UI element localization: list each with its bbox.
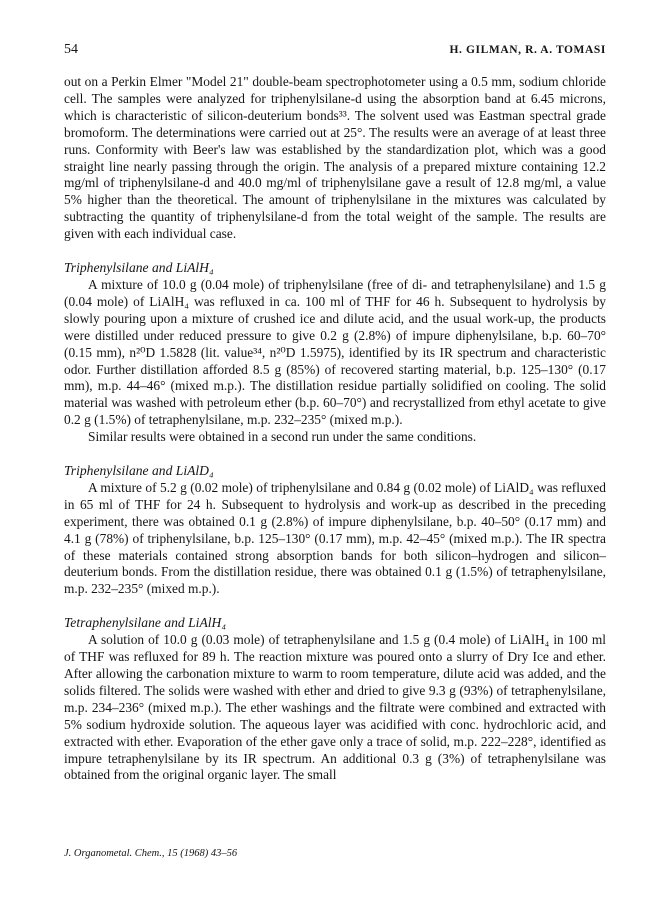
section-1-paragraph-2: Similar results were obtained in a second run under the same conditions. (88, 429, 477, 445)
page-header (64, 42, 606, 62)
journal-citation-footer: J. Organometal. Chem., 15 (1968) 43–56 (64, 848, 238, 859)
section-heading-triphenylsilane-lialh4: Triphenylsilane and LiAlH₄ (64, 260, 214, 276)
page-number: 54 (64, 42, 78, 57)
section-3-paragraph-1: A solution of 10.0 g (0.03 mole) of tetraphenylsilane and 1.5 g (0.4 mole) of LiAlH₄ in 100 ml of THF was refluxed for 89 h. The reaction mixture was poured onto a slurry of Dry Ice and ether. After allowing the carbonation mixture to warm to room temperature, dilute acid was added, and the solids filtered. The solids were washed with ether and dried to give 9.3 g (93%) of tetraphenylsilane, m.p. 234–236° (mixed m.p.). The ether washings and the filtrate were combined and extracted with 5% sodium hydroxide solution. The aqueous layer was acidified with conc. hydrochloric acid, and extracted with ether. Evaporation of the ether gave only a trace of solid, m.p. 222–228°, identified as impure tetraphenylsilane by its IR spectrum. An additional 0.3 g (3%) of tetraphenylsilane was obtained from the original organic layer. The small (64, 632, 606, 783)
section-heading-triphenylsilane-liald4: Triphenylsilane and LiAlD₄ (64, 463, 214, 479)
section-heading-tetraphenylsilane-lialh4: Tetraphenylsilane and LiAlH₄ (64, 615, 227, 631)
article-body (64, 74, 606, 784)
running-head-authors: H. GILMAN, R. A. TOMASI (449, 44, 606, 56)
section-2-paragraph-1: A mixture of 5.2 g (0.02 mole) of triphenylsilane and 0.84 g (0.02 mole) of LiAlD₄ was refluxed in 65 ml of THF for 24 h. Subsequent to hydrolysis and work-up as described in the preceding experiment, there was obtained 0.1 g (2.8%) of impure diphenylsilane, b.p. 40–50° (0.17 mm) and 4.1 g (78%) of triphenylsilane, b.p. 125–130° (0.17 mm), m.p. 42–45° (mixed m.p.). The IR spectra of these materials contained strong absorption bands for both silicon–hydrogen and silicon–deuterium bonds. From the distillation residue, there was obtained 0.1 g (1.5%) of tetraphenylsilane, m.p. 232–235° (mixed m.p.). (64, 479, 606, 597)
intro-paragraph: out on a Perkin Elmer "Model 21" double-beam spectrophotometer using a 0.5 mm, sodium chloride cell. The samples were analyzed for triphenylsilane-d using the absorption band at 6.45 microns, which is characteristic of silicon-deuterium bonds³³. The solvent used was Eastman spectral grade bromoform. The determinations were carried out at 25°. The results were an average of at least three runs. Conformity with Beer's law was established by the standardization plot, which was a good straight line nearly passing through the origin. The analysis of a prepared mixture containing 12.2 mg/ml of triphenylsilane-d and 40.0 mg/ml of triphenylsilane gave a result of 12.8 mg/ml, a value 5% higher than the theoretical. The amount of triphenylsilane in the mixtures was calculated by subtracting the quantity of triphenylsilane-d from the total weight of the sample. The results are given with each individual case. (64, 74, 606, 242)
section-1-paragraph-1: A mixture of 10.0 g (0.04 mole) of triphenylsilane (free of di- and tetraphenylsilane) and 1.5 g (0.04 mole) of LiAlH₄ was refluxed in ca. 100 ml of THF for 46 h. Subsequent to hydrolysis by slowly pouring upon a mixture of crushed ice and dilute acid, and the usual work-up, the products were distilled under reduced pressure to give 0.2 g (2.8%) of impure diphenylsilane, b.p. 60–70° (0.15 mm), n²⁰D 1.5828 (lit. value³⁴, n²⁰D 1.5975), identified by its IR spectrum and characteristic odor. Further distillation afforded 8.5 g (85%) of recovered starting material, b.p. 125–130° (0.17 mm), m.p. 44–46° (mixed m.p.). The distillation residue partially solidified on cooling. The solid material was washed with petroleum ether (b.p. 60–70°) and recrystallized from ethyl acetate to give 0.2 g (1.5%) of tetraphenylsilane, m.p. 232–235° (mixed m.p.). (64, 276, 606, 428)
